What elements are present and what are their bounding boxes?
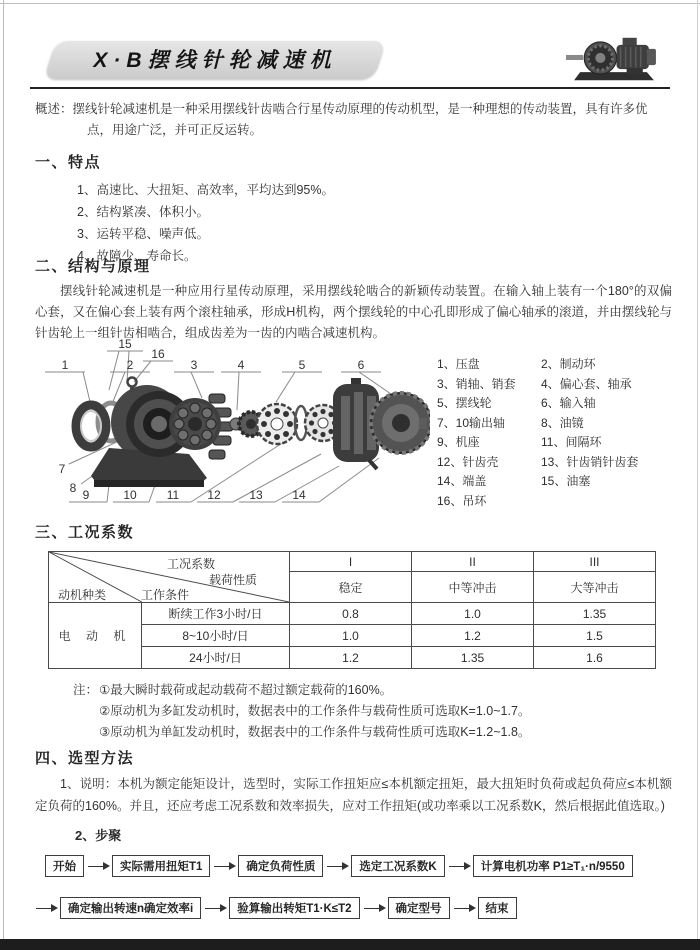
- overview-text: 概述：摆线针轮减速机是一种采用摆线针齿啮合行星传动原理的传动机型，是一种理想的传动装置，具有许多优点，用途广泛，并可正反运转。: [35, 102, 648, 137]
- flow-arrow-icon: [88, 866, 108, 867]
- callout-11: 11: [166, 488, 180, 502]
- value-cell: 1.6: [534, 647, 656, 669]
- flow-step-model: 确定型号: [388, 897, 450, 919]
- flow-step-check-torque: 验算输出转矩T1·K≤T2: [229, 897, 359, 919]
- callout-13: 13: [249, 488, 263, 502]
- flow-step-motor-power: 计算电机功率 P1≥T₁·n/9550: [473, 855, 633, 877]
- note-item: ②原动机为多缸发动机时，数据表中的工作条件与载荷性质可选取K=1.0~1.7。: [99, 704, 531, 718]
- table-notes: [73, 680, 699, 743]
- flow-arrow-icon: [36, 908, 56, 909]
- coefficients-table: [48, 551, 656, 669]
- value-cell: 1.0: [412, 603, 534, 625]
- callout-10: 10: [123, 488, 137, 502]
- flow-arrow-icon: [454, 908, 474, 909]
- motor-type-cell: 电 动 机: [49, 603, 142, 669]
- flowchart-row-1: [45, 855, 633, 877]
- flow-step-start: 开始: [45, 855, 84, 877]
- page-title: X·B摆线针轮减速机: [93, 49, 337, 72]
- value-cell: 1.35: [534, 603, 656, 625]
- corner-label-condition: 工作条件: [141, 588, 190, 602]
- table-corner-cell: [49, 552, 290, 603]
- page-edge-bottom: [0, 939, 700, 950]
- callout-1: 1: [61, 358, 69, 372]
- callout-4: 4: [237, 358, 245, 372]
- flowchart-row-2: [32, 897, 517, 919]
- header-divider: [30, 87, 670, 89]
- value-cell: 1.2: [290, 647, 412, 669]
- note-item: ③原动机为单缸发动机时，数据表中的工作条件与载荷性质可选取K=1.2~1.8。: [99, 725, 531, 739]
- callout-16: 16: [151, 347, 165, 361]
- callout-15: 15: [118, 337, 132, 351]
- coefficients-section: [35, 521, 656, 669]
- part-label: 9、机座: [437, 435, 480, 449]
- structure-heading: 二、结构与原理: [35, 258, 151, 275]
- part-label: 4、偏心套、轴承: [541, 376, 632, 391]
- part-label: 5、摆线轮: [437, 396, 492, 410]
- flow-arrow-icon: [449, 866, 469, 867]
- callout-8: 8: [69, 481, 77, 495]
- flow-step-coefficient: 选定工况系数K: [351, 855, 444, 877]
- overview-section: [35, 99, 671, 141]
- steps-label: 2、步聚: [75, 828, 122, 843]
- grade-header: III: [534, 552, 656, 572]
- corner-label-motor: 动机种类: [58, 588, 107, 602]
- parts-legend: [437, 358, 677, 507]
- value-cell: 0.8: [290, 603, 412, 625]
- part-label: 8、油镜: [541, 415, 584, 430]
- value-cell: 1.35: [412, 647, 534, 669]
- feature-item: 4、故障少、寿命长。: [77, 249, 197, 263]
- part-label: 16、吊环: [437, 493, 487, 508]
- features-heading: 一、特点: [35, 154, 102, 171]
- feature-item: 1、高速比、大扭矩、高效率，平均达到95%。: [77, 183, 334, 197]
- flow-arrow-icon: [364, 908, 384, 909]
- flow-arrow-icon: [327, 866, 347, 867]
- page-edge-right: [697, 0, 698, 950]
- notes-label: 注：: [73, 683, 99, 697]
- load-type-header: 大等冲击: [534, 572, 656, 603]
- page-edge-left: [3, 0, 4, 950]
- selection-description: 1、说明：本机为额定能矩设计，选型时，实际工作扭矩应≤本机额定扭矩，最大扭矩时负荷或起负荷应≤本机额定负荷的160%。并且，还应考虑工况系数和效率损失，应对工作扭矩(或功率乘以工况系数K，然后根据此值选取。): [35, 777, 672, 813]
- structure-section: [35, 255, 672, 344]
- flow-step-torque: 实际需用扭矩T1: [112, 855, 210, 877]
- part-label: 11、间隔环: [541, 435, 602, 449]
- part-label: 6、输入轴: [541, 396, 596, 410]
- callout-14: 14: [292, 488, 306, 502]
- value-cell: 1.5: [534, 625, 656, 647]
- value-cell: 1.2: [412, 625, 534, 647]
- features-section: [35, 151, 334, 267]
- value-cell: 1.0: [290, 625, 412, 647]
- part-label: 2、制动环: [541, 357, 596, 371]
- corner-label-coefficient: 工况系数: [167, 557, 216, 571]
- flow-step-end: 结束: [478, 897, 517, 919]
- flow-step-output-speed: 确定输出转速n确定效率i: [60, 897, 201, 919]
- flow-arrow-icon: [214, 866, 234, 867]
- callout-12: 12: [207, 488, 221, 502]
- callout-7: 7: [58, 462, 66, 476]
- part-label: 15、油塞: [541, 474, 591, 488]
- load-type-header: 中等冲击: [412, 572, 534, 603]
- selection-heading: 四、选型方法: [35, 750, 135, 767]
- callout-2: 2: [126, 358, 134, 372]
- part-label: 1、压盘: [437, 357, 480, 371]
- condition-cell: 24小时/日: [142, 647, 290, 669]
- part-label: 14、端盖: [437, 474, 487, 488]
- load-type-header: 稳定: [290, 572, 412, 603]
- feature-item: 3、运转平稳、噪声低。: [77, 227, 209, 241]
- grade-header: I: [290, 552, 412, 572]
- feature-item: 2、结构紧凑、体积小。: [77, 205, 209, 219]
- callout-6: 6: [357, 358, 365, 372]
- reducer-photo-icon: [566, 33, 662, 85]
- part-label: 3、销轴、销套: [437, 376, 516, 391]
- condition-cell: 断续工作3小时/日: [142, 603, 290, 625]
- note-item: ①最大瞬时载荷或起动载荷不超过额定载荷的160%。: [99, 683, 393, 697]
- callout-3: 3: [190, 358, 198, 372]
- flow-step-load-nature: 确定负荷性质: [238, 855, 323, 877]
- page-edge-top: [0, 3, 700, 4]
- part-label: 13、针齿销针齿套: [541, 454, 639, 469]
- part-label: 7、10输出轴: [437, 415, 506, 430]
- grade-header: II: [412, 552, 534, 572]
- part-label: 12、针齿壳: [437, 454, 499, 469]
- callout-5: 5: [298, 358, 306, 372]
- selection-section: [35, 747, 672, 844]
- exploded-view-diagram: [38, 336, 430, 514]
- coefficients-heading: 三、工况系数: [35, 524, 135, 541]
- structure-paragraph: 摆线针轮减速机是一种应用行星传动原理，采用摆线轮啮合的新颖传动装置。在输入轴上装有一个180°的双偏心套，又在偏心套上装有两个滚柱轴承，形成H机构，两个摆线轮的中心孔即形成了偏心轴承的滚道，并由摆线轮与针齿轮上一组针齿相啮合，组成齿差为一齿的内啮合减速机构。: [35, 284, 672, 340]
- condition-cell: 8~10小时/日: [142, 625, 290, 647]
- callout-9: 9: [82, 488, 90, 502]
- flow-arrow-icon: [205, 908, 225, 909]
- corner-label-load: 载荷性质: [209, 573, 258, 587]
